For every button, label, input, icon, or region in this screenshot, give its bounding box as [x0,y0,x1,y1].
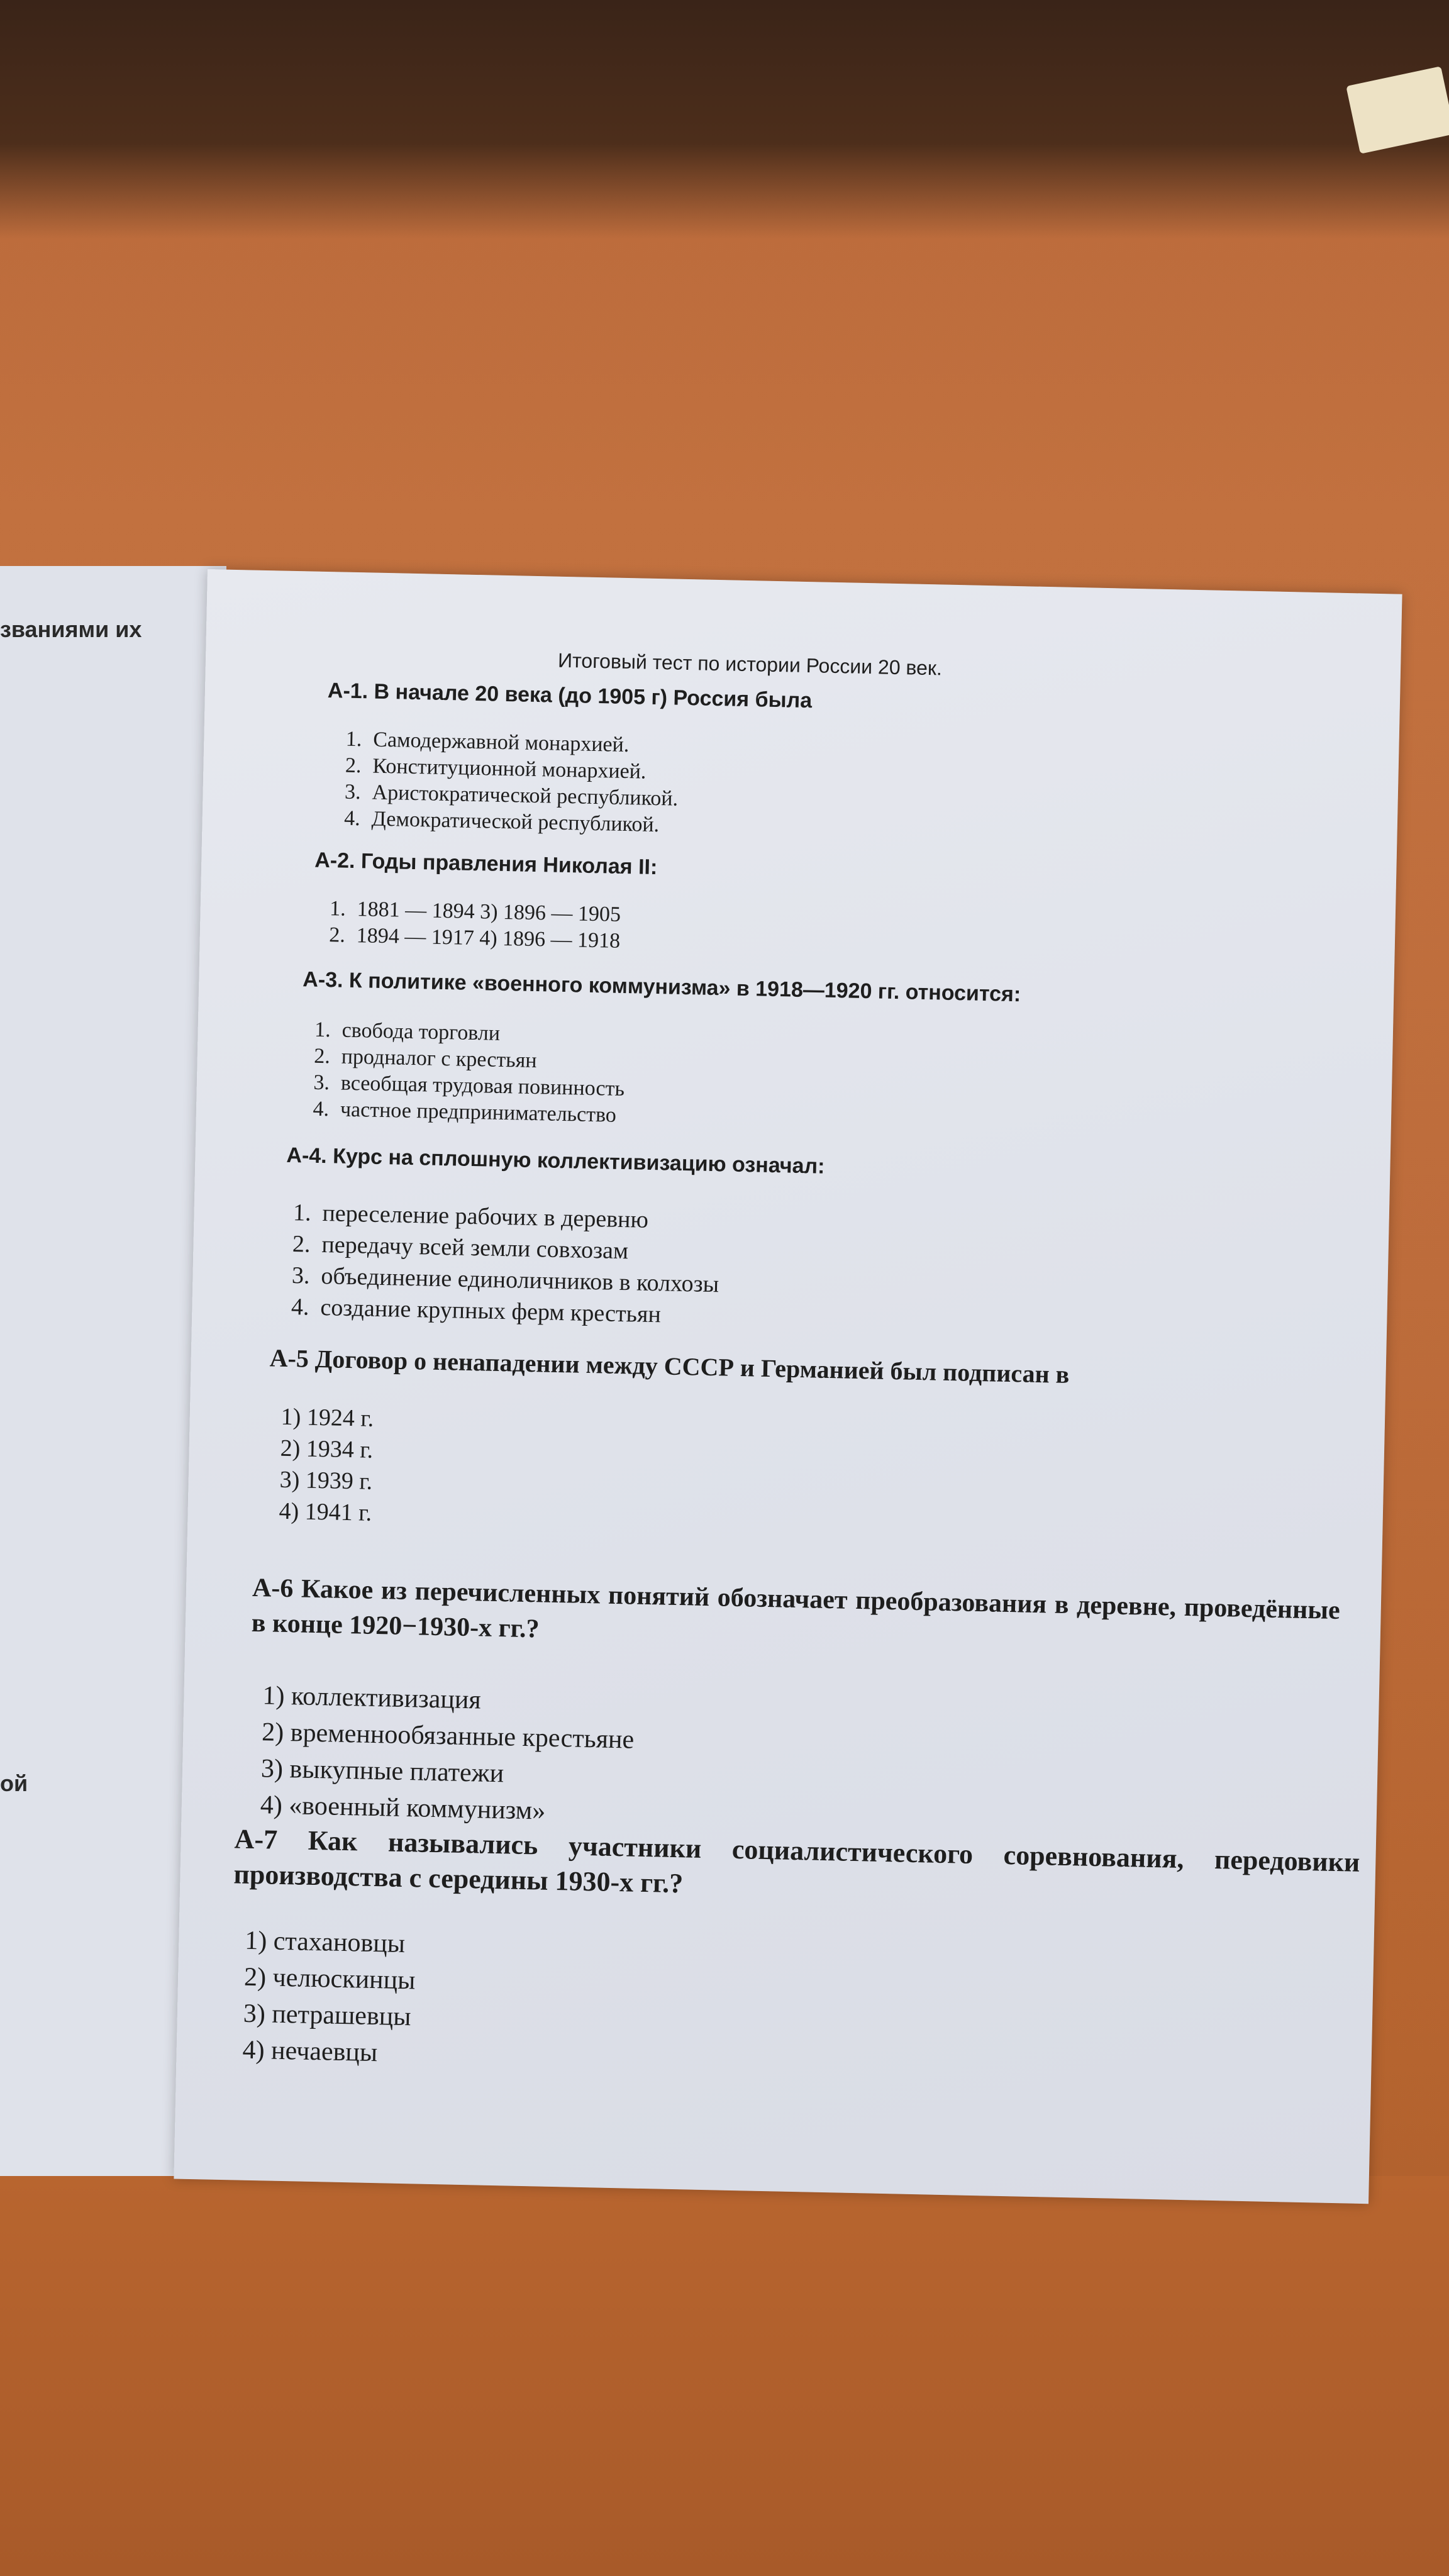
list-item: 4) 1941 г. [279,1497,372,1526]
question-a1: А-1. В начале 20 века (до 1905 г) Россия была [327,679,813,713]
question-a2: А-2. Годы правления Николая II: [314,848,658,880]
list-item: 3) выкупные платежи [260,1754,504,1789]
left-sheet-text-1: званиями их [0,616,142,642]
question-a2-options [316,896,621,955]
list-item: 2) 1934 г. [280,1435,374,1463]
question-a5-options [279,1401,374,1529]
question-a7-options [242,1923,416,2072]
list-item: 4) «военный коммунизм» [260,1790,546,1826]
list-item: 4) нечаевцы [242,2035,378,2068]
list-item: 3. Аристократической республикой. [344,780,679,811]
left-sheet-text-2: ой [0,1770,28,1796]
list-item: 3) 1939 г. [279,1466,373,1495]
test-title: Итоговый тест по истории России 20 век. [557,648,943,680]
question-a5: А-5 Договор о ненападении между СССР и Германией был подписан в [269,1343,1070,1389]
question-a3-options [300,1016,626,1129]
question-a6-options [260,1677,635,1831]
list-item: 2) челюскинцы [243,1962,416,1996]
list-item: 1. 1881 — 1894 3) 1896 — 1905 [329,897,621,926]
question-a1-options [331,726,679,838]
test-sheet [174,569,1402,2204]
list-item: 2. Конституционной монархией. [345,753,647,784]
list-item: 1. переселение рабочих в деревню [292,1199,649,1233]
list-item: 3) петрашевцы [243,1999,411,2032]
list-item: 1. свобода торговли [314,1018,501,1045]
list-item: 3. всеобщая трудовая повинность [313,1070,625,1101]
question-a6: А-6 Какое из перечисленных понятий обозначает преобразования в деревне, проведённые в конце 1920−1930-х гг.? [251,1573,1341,1644]
desk-surface [0,2176,1449,2576]
question-a3: А-3. К политике «военного коммунизма» в 1918—1920 гг. относится: [302,967,1021,1007]
list-item: 2) временнообязанные крестьяне [261,1718,635,1755]
list-item: 2. передачу всей земли совхозам [292,1231,629,1265]
list-item: 2. 1894 — 1917 4) 1896 — 1918 [328,923,621,953]
list-item: 4. создание крупных ферм крестьян [291,1294,662,1328]
list-item: 4. Демократической республикой. [343,806,660,837]
question-a4-options [280,1197,721,1332]
list-item: 1) коллективизация [262,1681,482,1715]
list-item: 1. Самодержавной монархией. [345,727,630,757]
list-item: 2. продналог с крестьян [313,1044,537,1073]
list-item: 1) стахановцы [244,1926,406,1959]
question-a4: А-4. Курс на сплошную коллективизацию означал: [286,1143,825,1179]
list-item: 3. объединение единоличников в колхозы [291,1262,719,1298]
background-dark-area [0,0,1449,239]
list-item: 4. частное предпринимательство [313,1097,617,1127]
list-item: 1) 1924 г. [280,1403,374,1432]
question-a7: А-7 Как назывались участники социалистического соревнования, передовики производства с середины 1930-х гг.? [233,1823,1360,1899]
